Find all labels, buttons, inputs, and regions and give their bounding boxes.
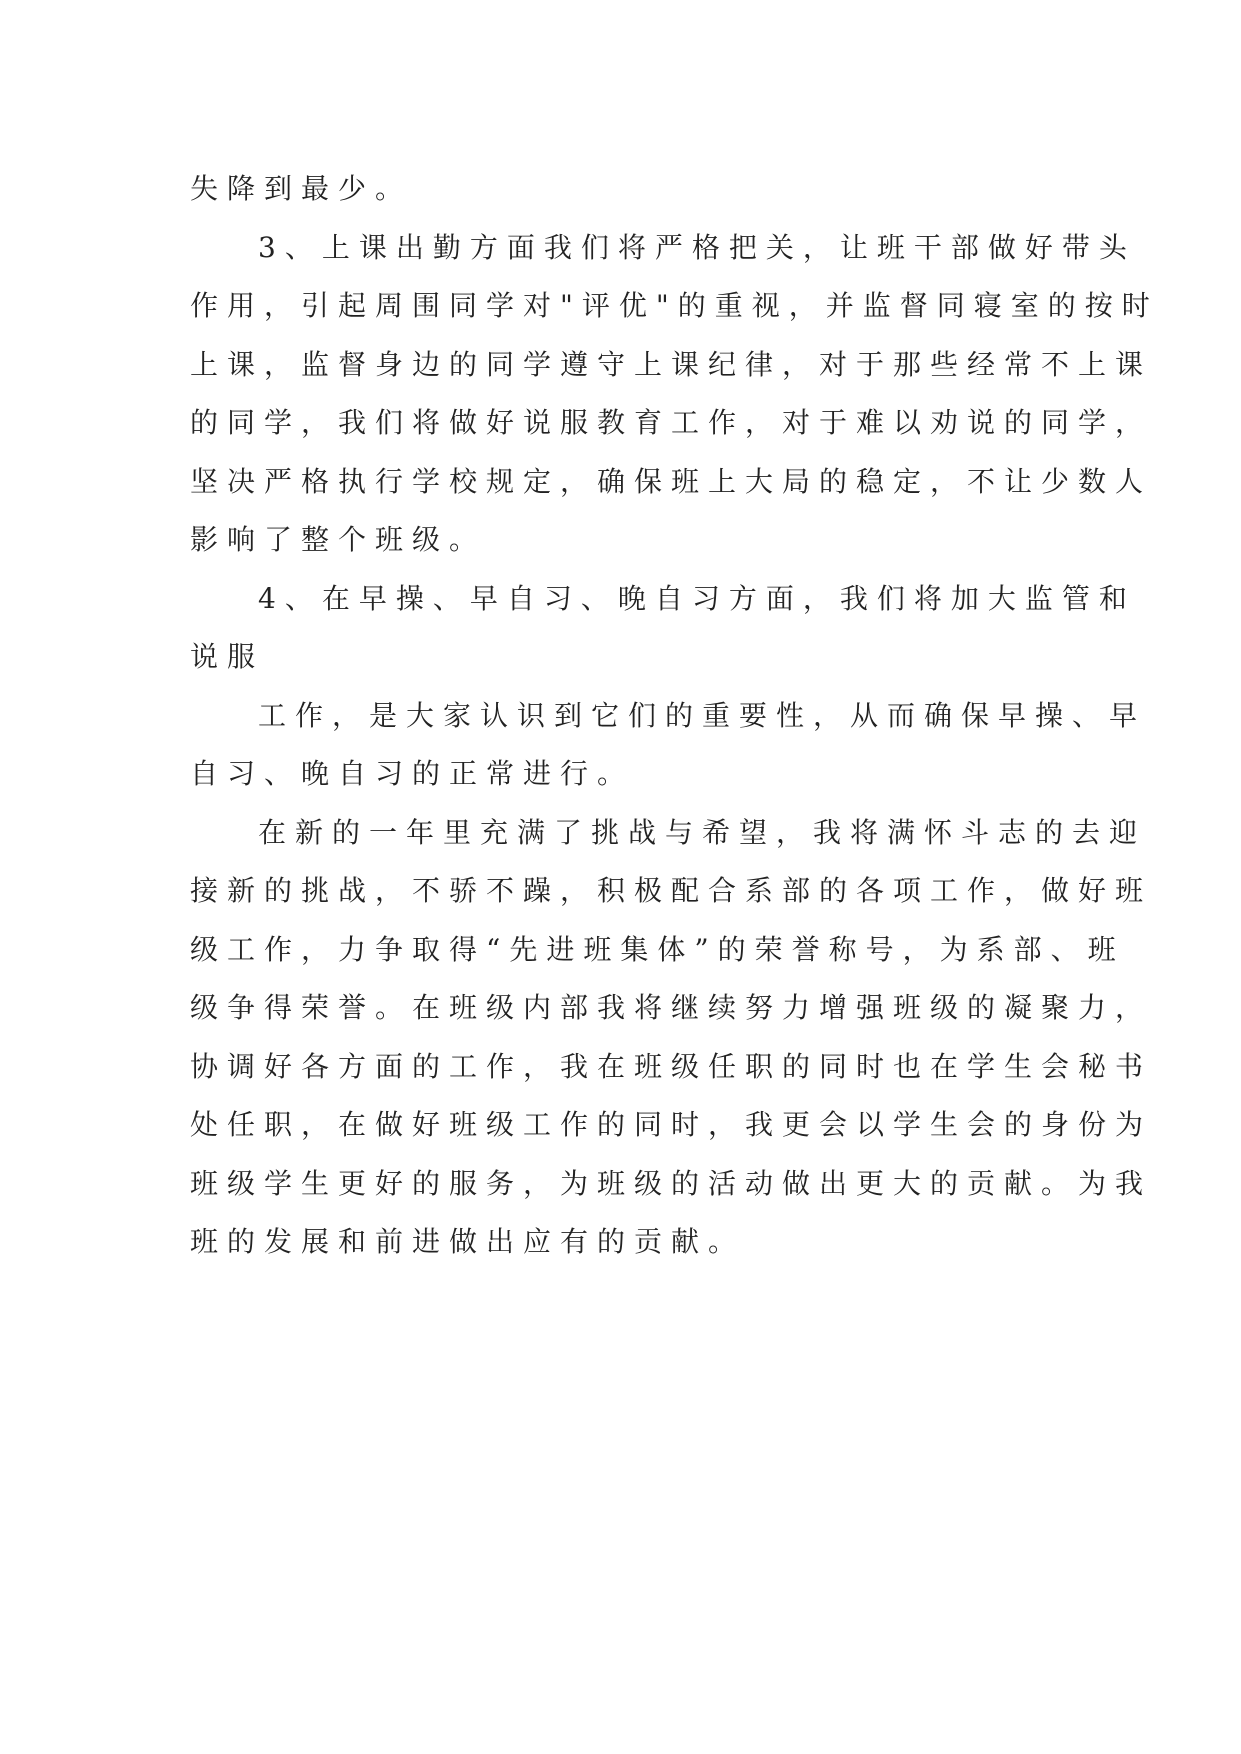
text-line: 接新的挑战，不骄不躁，积极配合系部的各项工作，做好班	[190, 874, 1153, 907]
text-line: 自习、晚自习的正常进行。	[190, 757, 635, 790]
text-line-paragraph-start: 在新的一年里充满了挑战与希望，我将满怀斗志的去迎	[258, 815, 1147, 849]
body-text	[190, 160, 1159, 1272]
text-line: 协调好各方面的工作，我在班级任职的同时也在学生会秘书	[190, 1049, 1153, 1083]
text-line-item-4-start: 4、在早操、早自习、晚自习方面，我们将加大监管和	[258, 581, 1136, 615]
text-line: 作用，引起周围同学对"评优"的重视，并监督同寝室的按时	[190, 289, 1159, 322]
text-line: 级争得荣誉。在班级内部我将继续努力增强班级的凝聚力，	[190, 991, 1153, 1024]
text-line: 上课，监督身边的同学遵守上课纪律，对于那些经常不上课	[190, 347, 1153, 381]
text-line: 处任职，在做好班级工作的同时，我更会以学生会的身份为	[190, 1108, 1153, 1141]
text-line: 说服	[190, 640, 265, 673]
text-line: 班级学生更好的服务，为班级的活动做出更大的贡献。为我	[190, 1166, 1153, 1200]
text-line: 班的发展和前进做出应有的贡献。	[190, 1225, 746, 1258]
text-line: 失降到最少。	[190, 172, 413, 205]
text-line: 影响了整个班级。	[190, 523, 487, 556]
text-line: 级工作，力争取得“先进班集体”的荣誉称号，为系部、班	[190, 932, 1125, 966]
text-line: 坚决严格执行学校规定，确保班上大局的稳定，不让少数人	[190, 464, 1153, 498]
text-line: 的同学，我们将做好说服教育工作，对于难以劝说的同学，	[190, 406, 1153, 439]
text-line-paragraph-start: 工作，是大家认识到它们的重要性，从而确保早操、早	[258, 698, 1147, 732]
text-line-item-3-start: 3、上课出勤方面我们将严格把关，让班干部做好带头	[258, 230, 1136, 264]
